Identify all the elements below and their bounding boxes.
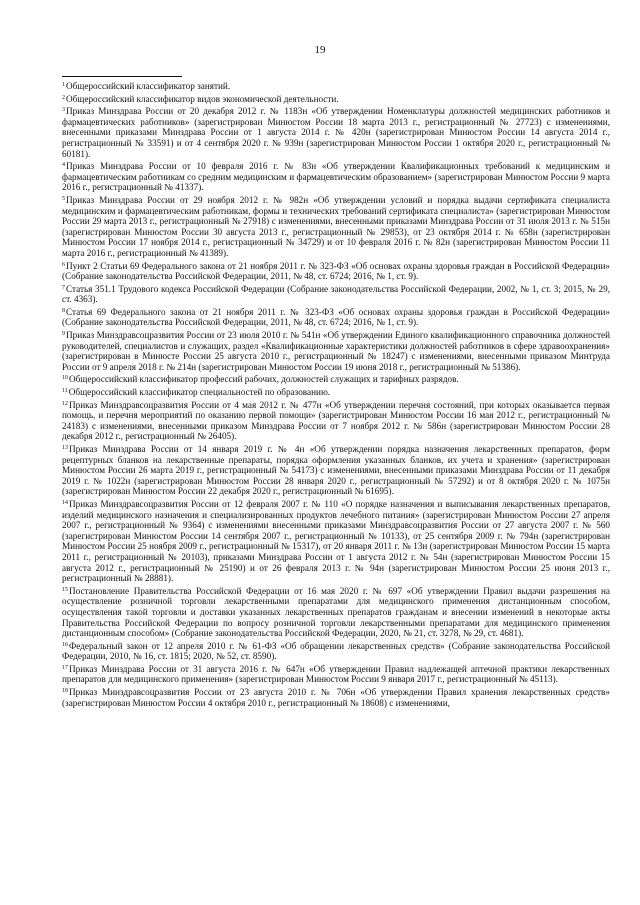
footnote-number: 3: [62, 107, 65, 114]
footnote: [62, 260, 610, 282]
footnote: [62, 80, 610, 92]
footnote: [62, 640, 610, 662]
footnote: [62, 93, 610, 105]
footnote: [62, 443, 610, 497]
footnote-text: Приказ Минздравсоцразвития России от 12 февраля 2007 г. № 110 «О порядке назначения и выписывания лекарственных препаратов, изделий медицинского назначения и специализированных продуктов лечебного питания» (зарегистрирован Минюстом России 27 апреля 2007 г., регистрационный № 9364) с изменениями внесенными приказами Минздравсоцразвития России от 27 августа 2007 г. № 560 (зарегистрирован Минюстом России 14 сентября 2007 г., регистрационный № 10133), от 25 сентября 2009 г. № 794н (зарегистрирован Минюстом России 25 ноября 2009 г., регистрационный № 15317), от 20 января 2011 г. № 13н (зарегистрирован Минюстом России 15 марта 2011 г., регистрационный № 20103), приказами Минздрава России от 1 августа 2012 г. № 54н (зарегистрирован Минюстом России 15 августа 2012 г., регистрационный № 25190) и от 26 февраля 2013 г. № 94н (зарегистрирован Минюстом России 25 июня 2013 г., регистрационный № 28881).: [62, 498, 610, 584]
footnote-text: Приказ Минздрава России от 20 декабря 2012 г. № 1183н «Об утверждении Номенклатуры должностей медицинских работников и фармацевтических работников» (зарегистрирован Минюстом России 18 марта 2013 г., регистрационный № 27723) с изменениями, внесенными приказами Минздрава России от 1 августа 2014 г. № 420н (зарегистрирован Минюстом России 14 августа 2014 г., регистрационный № 33591) и от 4 сентября 2020 г. № 939н (зарегистрирован Минюстом России 1 октября 2020 г., регистрационный № 60181).: [62, 106, 610, 159]
footnote-text: Федеральный закон от 12 апреля 2010 г. № 61-ФЗ «Об обращении лекарственных средств» (Собрание законодательства Российской Федерации, 2010, № 16, ст. 1815; 2020, № 52, ст. 8590).: [62, 640, 610, 662]
footnote: [62, 386, 610, 398]
footnote: [62, 105, 610, 159]
footnote-text: Постановление Правительства Российской Федерации от 16 мая 2020 г. № 697 «Об утверждении Правил выдачи разрешения на осуществление розничной торговли лекарственными препаратами для медицинского применения дистанционным способом, осуществления такой торговли и доставки указанных лекарственных препаратов гражданам и внесении изменений в некоторые акты Правительства Российской Федерации по вопросу розничной торговли лекарственными препаратами для медицинского применения дистанционным способом» (Собрание законодательства Российской Федерации, 2020, № 21, ст. 3278, № 29, ст. 4681).: [62, 585, 610, 639]
footnote-text: Приказ Минздрава России от 29 ноября 2012 г. № 982н «Об утверждении условий и порядка выдачи сертификата специалиста медицинским и фармацевтическим работникам, формы и технических требований сертификата специалиста» (зарегистрирован Минюстом России 29 марта 2013 г., регистрационный № 27918) с изменениями, внесенными приказами Минздрава России от 31 июля 2013 г. № 515н (зарегистрирован Минюстом России 30 августа 2013 г., регистрационный № 29853), от 23 октября 2014 г. № 658н (зарегистрирован Минюстом России 17 ноября 2014 г., регистрационный № 34729) и от 10 февраля 2016 г. № 82н (зарегистрирован Минюстом России 11 марта 2016 г., регистрационный № 41389).: [62, 194, 610, 258]
footnote-number: 2: [62, 94, 65, 101]
footnote-number: 17: [62, 664, 68, 671]
footnote: [62, 306, 610, 328]
footnote-number: 13: [62, 445, 68, 451]
footnote-text: Приказ Минздрава России от 10 февраля 2016 г. № 83н «Об утверждении Квалификационных требований к медицинским и фармацевтическим работникам со средним медицинским и фармацевтическим образованием» (зарегистрирован Минюстом России 9 марта 2016 г., регистрационный № 41337).: [62, 161, 610, 193]
footnote: [62, 194, 610, 259]
footnote-text: Пункт 2 Статьи 69 Федерального закона от 21 ноября 2011 г. № 323-ФЗ «Об основах охраны здоровья граждан в Российской Федерации» (Собрание законодательства Российской Федерации, 2011, № 48, ст. 6724; 2016, № 1, ст. 9).: [62, 260, 610, 282]
footnote: [62, 373, 610, 385]
footnote-number: 8: [62, 307, 65, 314]
footnote: [62, 160, 610, 193]
footnote: [62, 399, 610, 442]
footnote-text: Приказ Минздрава России от 14 января 2019 г. № 4н «Об утверждении порядка назначения лекарственных препаратов, форм рецептурных бланков на лекарственные препараты, порядка оформления указанных бланков, их учета и хранения» (зарегистрирован Минюстом России 26 марта 2019 г., регистрационный № 54173) с изменениями, внесенными приказами Минздрава России от 11 декабря 2019 г. № 1022н (зарегистрирован Минюстом России 28 января 2020 г., регистрационный № 57292) и от 8 октября 2020 г. № 1075н (зарегистрирован Минюстом России 22 декабря 2020 г., регистрационный № 61695).: [62, 444, 610, 497]
footnote-number: 12: [62, 400, 68, 407]
footnote-number: 7: [62, 284, 65, 291]
footnote-text: Приказ Минздравсоцразвития России от 23 июля 2010 г. № 541н «Об утверждении Единого квалификационного справочника должностей руководителей, специалистов и служащих, раздел «Квалификационные характеристики должностей работников в сфере здравоохранения» (зарегистрирован в Минюсте России 25 августа 2010 г., регистрационный № 18247) с изменениями, внесенными приказом Минтруда России от 9 апреля 2018 г. № 214н (зарегистрирован Минюстом России 19 июня 2018 г., регистрационный № 51386).: [62, 330, 610, 372]
footnote-number: 14: [62, 499, 68, 506]
footnote-text: Общероссийский классификатор профессий рабочих, должностей служащих и тарифных разрядов.: [69, 374, 459, 385]
footnote: [62, 498, 610, 584]
footnote-text: Приказ Минздрава России от 31 августа 2016 г. № 647н «Об утверждении Правил надлежащей аптечной практики лекарственных препаратов для медицинского применения» (зарегистрирован Минюстом России 9 января 2017 г., регистрационный № 45113).: [62, 663, 610, 685]
footnote-number: 15: [62, 586, 68, 593]
footnote-text: Приказ Минздравсоцразвития России от 4 мая 2012 г. № 477н «Об утверждении перечня состояний, при которых оказывается первая помощь, и перечня мероприятий по оказанию первой помощи» (зарегистрирован Минюстом России 16 мая 2012 г., регистрационный № 24183) с изменениями, внесенными приказом Минздрава России от 7 ноября 2012 г. № 586н (зарегистрирован Минюстом России 28 декабря 2012 г., регистрационный № 26405).: [62, 399, 610, 442]
footnote-number: 9: [62, 331, 65, 338]
footnote-separator: [62, 76, 182, 77]
footnote-text: Общероссийский классификатор видов экономической деятельности.: [66, 93, 339, 104]
footnote-number: 18: [62, 688, 68, 695]
footnote-text: Статья 69 Федерального закона от 21 ноября 2011 г. № 323-ФЗ «Об основах охраны здоровья граждан в Российской Федерации» (Собрание законодательства Российской Федерации, 2011, № 48, ст. 6724; 2016, № 1, ст. 9).: [62, 306, 610, 328]
footnote-number: 4: [62, 162, 65, 169]
footnote: [62, 686, 610, 708]
footnote-number: 1: [62, 82, 65, 88]
footnote: [62, 585, 610, 639]
footnote-number: 10: [62, 375, 68, 382]
footnote: [62, 329, 610, 372]
footnote-number: 6: [62, 261, 65, 268]
footnote-text: Статья 351.1 Трудового кодекса Российской Федерации (Собрание законодательства Российской Федерации, 2002, № 1, ст. 3; 2015, № 29, ст. 4363).: [62, 283, 610, 305]
footnote-number: 11: [62, 388, 68, 395]
footnote-number: 16: [62, 641, 68, 648]
footnote-text: Приказ Минздравсоцразвития России от 23 августа 2010 г. № 706н «Об утверждении Правил хранения лекарственных средств» (зарегистрирован Минюстом России 4 октября 2010 г., регистрационный № 18608) с изменениями,: [62, 687, 610, 708]
footnote-text: Общероссийский классификатор специальностей по образованию.: [68, 387, 331, 398]
footnote: [62, 283, 610, 305]
footnote-text: Общероссийский классификатор занятий.: [66, 81, 231, 91]
footnote-number: 5: [62, 195, 65, 202]
footnotes-list: [62, 80, 610, 709]
page-number: 19: [314, 44, 326, 56]
footnote: [62, 663, 610, 685]
